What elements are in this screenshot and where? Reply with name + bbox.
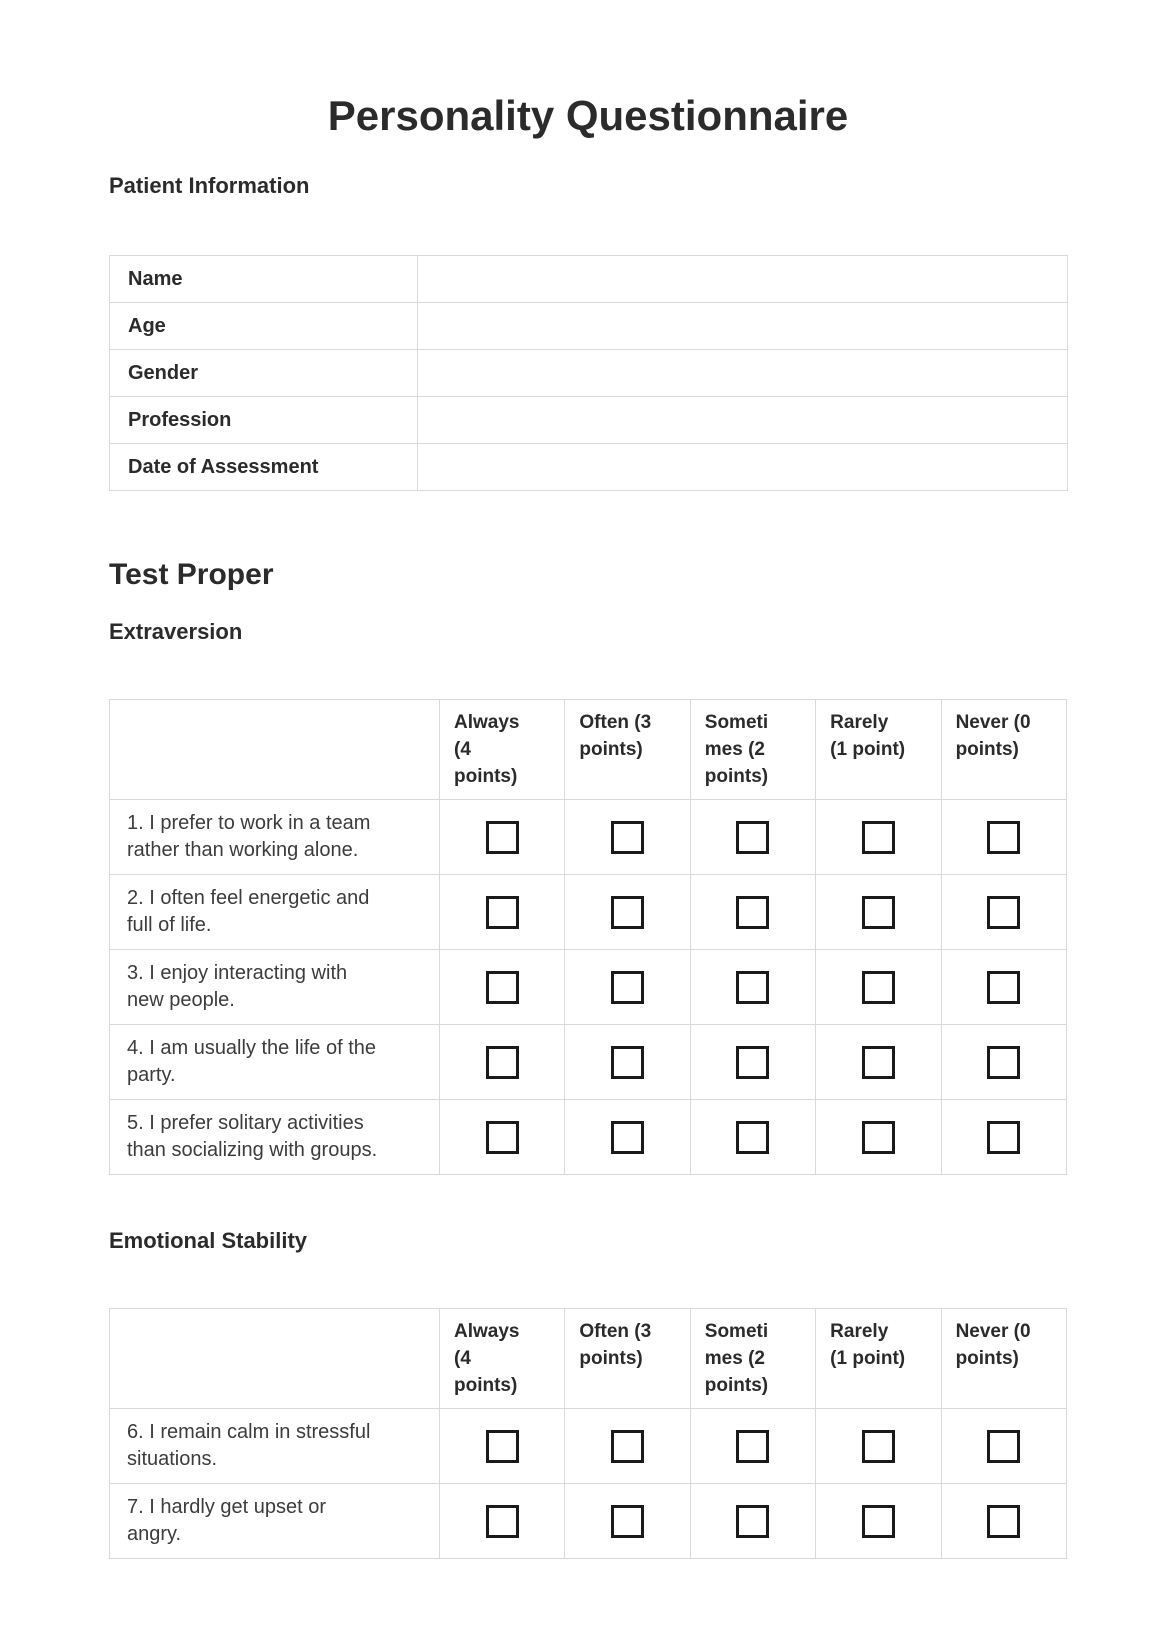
patient-info-row (110, 350, 1068, 397)
answer-cell (440, 875, 565, 950)
patient-field-label: Profession (110, 397, 418, 444)
patient-info-row (110, 444, 1068, 491)
answer-option-header (440, 700, 565, 800)
test-proper-sections (109, 619, 1067, 1559)
question-text: 3. I enjoy interacting with new people. (127, 962, 348, 1011)
answer-checkbox[interactable] (862, 1121, 895, 1154)
answer-checkbox[interactable] (486, 971, 519, 1004)
answer-checkbox[interactable] (611, 971, 644, 1004)
answer-checkbox[interactable] (486, 1121, 519, 1154)
answer-option-header (816, 1309, 941, 1409)
answer-cell (690, 800, 815, 875)
answer-option-header (440, 1309, 565, 1409)
patient-field-value-cell[interactable] (418, 444, 1068, 491)
answer-checkbox[interactable] (611, 1121, 644, 1154)
patient-info-row (110, 303, 1068, 350)
answer-checkbox[interactable] (486, 896, 519, 929)
answer-option-label: Often (3 points) (579, 712, 652, 760)
question-row (110, 875, 1067, 950)
patient-field-value-cell[interactable] (418, 397, 1068, 444)
answer-checkbox[interactable] (736, 821, 769, 854)
question-row (110, 950, 1067, 1025)
question-text: 5. I prefer solitary activities than socializing with groups. (127, 1112, 378, 1161)
answer-cell (816, 875, 941, 950)
answer-option-label: Sometimes (2 points) (704, 712, 769, 787)
answer-checkbox[interactable] (611, 1046, 644, 1079)
answer-cell (941, 1484, 1066, 1559)
answer-option-label: Rarely (1 point) (830, 712, 906, 760)
answer-cell (565, 950, 690, 1025)
answer-option-header (690, 1309, 815, 1409)
question-cell (110, 1025, 440, 1100)
question-cell (110, 1484, 440, 1559)
answer-cell (690, 1409, 815, 1484)
answer-checkbox[interactable] (486, 1046, 519, 1079)
answer-checkbox[interactable] (862, 1430, 895, 1463)
answer-cell (440, 1025, 565, 1100)
question-section (109, 619, 1067, 1175)
patient-information-table (109, 255, 1068, 491)
answer-cell (816, 1025, 941, 1100)
question-cell (110, 875, 440, 950)
answer-checkbox[interactable] (862, 896, 895, 929)
answer-cell (440, 1100, 565, 1175)
answer-checkbox[interactable] (611, 896, 644, 929)
answer-cell (690, 1025, 815, 1100)
question-text: 6. I remain calm in stressful situations. (127, 1421, 371, 1470)
answer-checkbox[interactable] (611, 1430, 644, 1463)
question-column-header (110, 700, 440, 800)
section-heading: Extraversion (109, 619, 243, 644)
answer-cell (941, 800, 1066, 875)
answer-option-label: Always (4 points) (454, 712, 520, 787)
answer-cell (690, 1484, 815, 1559)
question-text: 1. I prefer to work in a team rather than working alone. (127, 812, 371, 861)
answer-cell (690, 950, 815, 1025)
answer-checkbox[interactable] (987, 1121, 1020, 1154)
patient-field-label: Name (110, 256, 418, 303)
test-proper-heading: Test Proper (109, 558, 274, 591)
answer-checkbox[interactable] (736, 1046, 769, 1079)
answer-checkbox[interactable] (987, 821, 1020, 854)
answer-options-header-row (110, 700, 1067, 800)
question-cell (110, 1100, 440, 1175)
patient-field-value-cell[interactable] (418, 350, 1068, 397)
question-row (110, 1025, 1067, 1100)
question-cell (110, 950, 440, 1025)
answer-checkbox[interactable] (987, 1430, 1020, 1463)
answer-checkbox[interactable] (862, 971, 895, 1004)
answer-checkbox[interactable] (987, 896, 1020, 929)
answer-option-header (941, 700, 1066, 800)
answer-cell (690, 1100, 815, 1175)
answer-cell (816, 950, 941, 1025)
answer-option-label: Sometimes (2 points) (704, 1321, 769, 1396)
answer-cell (440, 950, 565, 1025)
question-column-header (110, 1309, 440, 1409)
answer-checkbox[interactable] (862, 821, 895, 854)
answer-checkbox[interactable] (486, 1505, 519, 1538)
question-text: 4. I am usually the life of the party. (127, 1037, 377, 1086)
patient-info-row (110, 397, 1068, 444)
answer-option-label: Never (0 points) (955, 712, 1031, 760)
answer-cell (941, 875, 1066, 950)
patient-field-label: Gender (110, 350, 418, 397)
answer-cell (941, 1100, 1066, 1175)
patient-field-label: Date of Assessment (110, 444, 418, 491)
answer-cell (816, 1409, 941, 1484)
answer-cell (565, 800, 690, 875)
answer-cell (565, 1025, 690, 1100)
answer-cell (440, 800, 565, 875)
answer-option-label: Always (4 points) (454, 1321, 520, 1396)
patient-information-section (109, 173, 1067, 491)
question-section (109, 1228, 1067, 1559)
answer-checkbox[interactable] (987, 1505, 1020, 1538)
answer-checkbox[interactable] (987, 1046, 1020, 1079)
answer-option-header (565, 1309, 690, 1409)
question-table (109, 1308, 1067, 1559)
answer-option-label: Often (3 points) (579, 1321, 652, 1369)
answer-checkbox[interactable] (736, 971, 769, 1004)
answer-checkbox[interactable] (611, 1505, 644, 1538)
question-cell (110, 1409, 440, 1484)
question-row (110, 1409, 1067, 1484)
answer-option-header (816, 700, 941, 800)
question-row (110, 1484, 1067, 1559)
answer-cell (440, 1484, 565, 1559)
answer-cell (816, 1100, 941, 1175)
patient-information-heading: Patient Information (109, 173, 310, 198)
question-table (109, 699, 1067, 1175)
answer-cell (941, 1025, 1066, 1100)
answer-cell (565, 875, 690, 950)
answer-cell (690, 875, 815, 950)
answer-cell (941, 1409, 1066, 1484)
section-heading: Emotional Stability (109, 1228, 308, 1253)
answer-checkbox[interactable] (987, 971, 1020, 1004)
question-text: 7. I hardly get upset or angry. (127, 1496, 327, 1545)
answer-cell (816, 800, 941, 875)
answer-checkbox[interactable] (736, 1121, 769, 1154)
page-title: Personality Questionnaire (327, 92, 849, 139)
patient-info-row (110, 256, 1068, 303)
patient-field-value-cell[interactable] (418, 256, 1068, 303)
question-row (110, 800, 1067, 875)
answer-checkbox[interactable] (862, 1505, 895, 1538)
answer-option-label: Rarely (1 point) (830, 1321, 906, 1369)
answer-checkbox[interactable] (736, 896, 769, 929)
answer-option-label: Never (0 points) (955, 1321, 1031, 1369)
answer-cell (816, 1484, 941, 1559)
answer-option-header (565, 700, 690, 800)
answer-checkbox[interactable] (736, 1505, 769, 1538)
patient-field-label: Age (110, 303, 418, 350)
answer-cell (565, 1100, 690, 1175)
patient-field-value-cell[interactable] (418, 303, 1068, 350)
answer-checkbox[interactable] (611, 821, 644, 854)
answer-option-header (941, 1309, 1066, 1409)
answer-checkbox[interactable] (862, 1046, 895, 1079)
question-text: 2. I often feel energetic and full of life. (127, 887, 370, 936)
question-row (110, 1100, 1067, 1175)
answer-cell (565, 1409, 690, 1484)
answer-checkbox[interactable] (736, 1430, 769, 1463)
answer-checkbox[interactable] (486, 821, 519, 854)
answer-option-header (690, 700, 815, 800)
answer-cell (565, 1484, 690, 1559)
answer-options-header-row (110, 1309, 1067, 1409)
answer-cell (440, 1409, 565, 1484)
answer-cell (941, 950, 1066, 1025)
answer-checkbox[interactable] (486, 1430, 519, 1463)
question-cell (110, 800, 440, 875)
